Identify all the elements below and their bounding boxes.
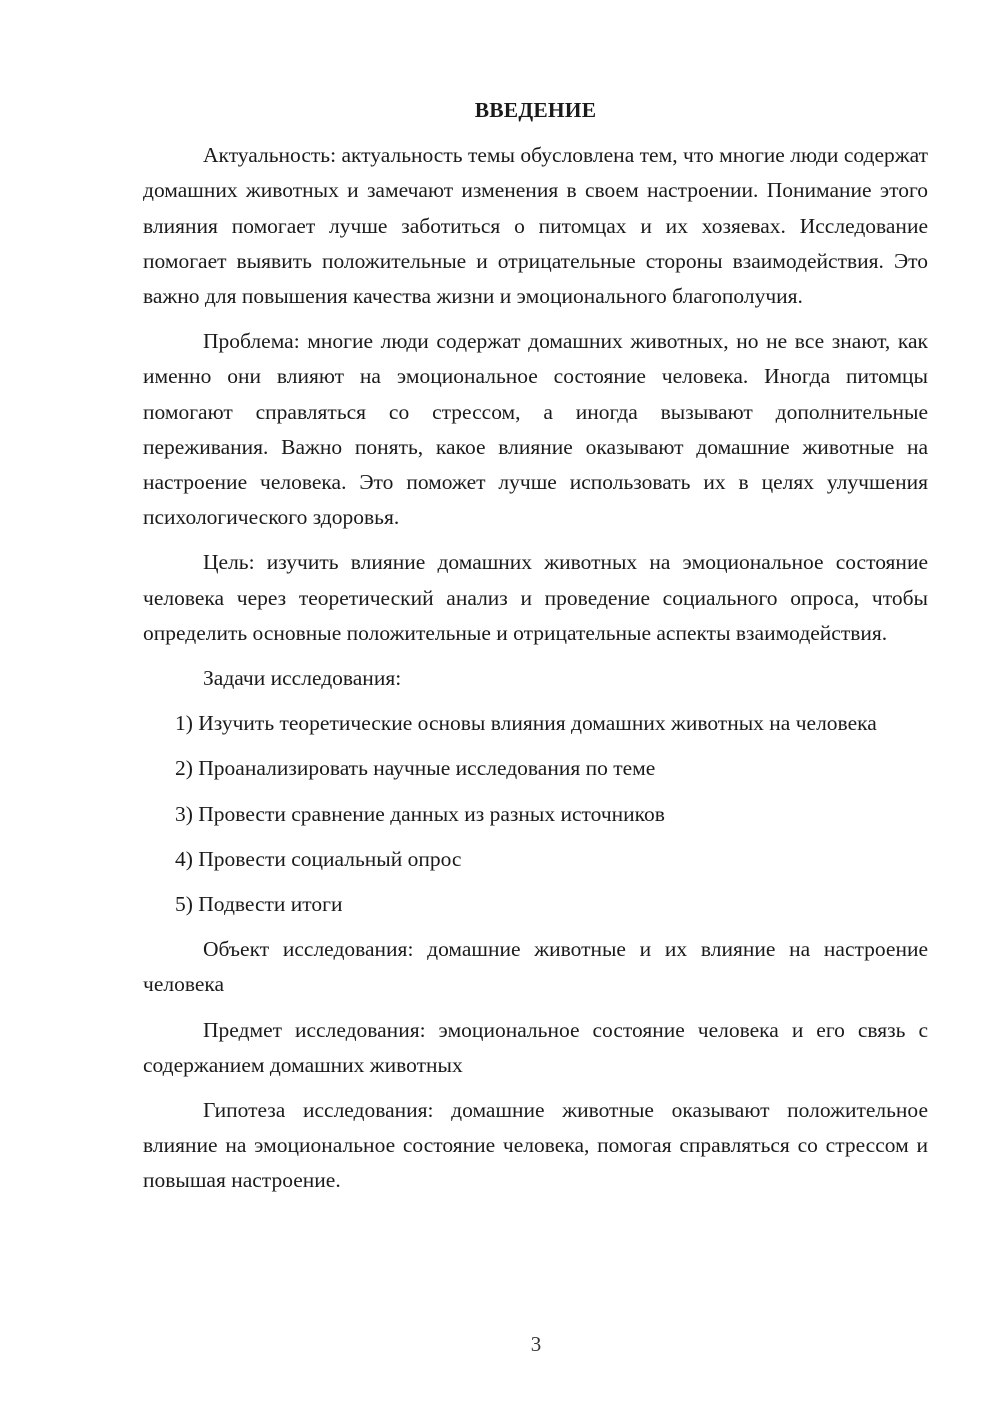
tasks-list bbox=[143, 706, 928, 922]
document-page bbox=[143, 93, 928, 1209]
tasks-heading: Задачи исследования: bbox=[203, 666, 402, 691]
page-number: 3 bbox=[530, 1332, 542, 1356]
goal-paragraph: Цель: изучить влияние домашних животных на эмоциональное состояние человека через теоретический анализ и проведение социального опроса, чтобы определить основные положительные и отрицательные аспекты взаимодействия. bbox=[143, 550, 928, 645]
problem-paragraph: Проблема: многие люди содержат домашних животных, но не все знают, как именно они влияют на эмоциональное состояние человека. Иногда питомцы помогают справляться со стрессом, а иногда вызывают дополнительные переживания. Важно понять, какое влияние оказывают домашние животные на настроение человека. Это поможет лучше использовать их в целях улучшения психологического здоровья. bbox=[143, 329, 928, 530]
list-item: 4) Провести социальный опрос bbox=[175, 846, 462, 871]
list-item: 3) Провести сравнение данных из разных источников bbox=[175, 801, 665, 826]
list-item: 5) Подвести итоги bbox=[175, 892, 343, 917]
list-item: 1) Изучить теоретические основы влияния домашних животных на человека bbox=[175, 711, 877, 736]
subject-paragraph: Предмет исследования: эмоциональное состояние человека и его связь с содержанием домашних животных bbox=[143, 1017, 928, 1077]
list-item: 2) Проанализировать научные исследования по теме bbox=[175, 756, 656, 781]
page-title: ВВЕДЕНИЕ bbox=[474, 98, 597, 122]
object-paragraph: Объект исследования: домашние животные и их влияние на настроение человека bbox=[143, 937, 928, 997]
hypothesis-paragraph: Гипотеза исследования: домашние животные оказывают положительное влияние на эмоциональное состояние человека, помогая справляться со стрессом и повышая настроение. bbox=[143, 1098, 928, 1193]
relevance-paragraph: Актуальность: актуальность темы обусловлена тем, что многие люди содержат домашних животных и замечают изменения в своем настроении. Понимание этого влияния помогает лучше заботиться о питомцах и их хозяевах. Исследование помогает выявить положительные и отрицательные стороны взаимодействия. Это важно для повышения качества жизни и эмоционального благополучия. bbox=[143, 143, 928, 309]
